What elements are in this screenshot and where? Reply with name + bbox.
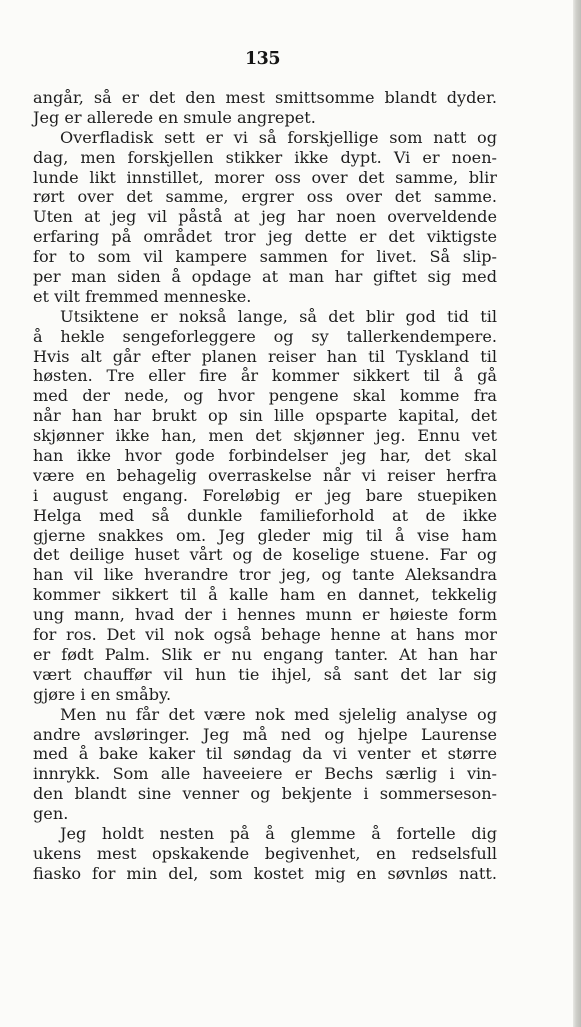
text-line: per man siden å opdage at man har giftet sig med [33,267,497,287]
text-line: kommer sikkert til å kalle ham en dannet, tekkelig [33,585,497,605]
text-line: dag, men forskjellen stikker ikke dypt. Vi er noen- [33,147,497,167]
text-line: angår, så er det den mest smittsomme blandt dyder. [33,88,497,107]
text-line: gjerne snakkes om. Jeg gleder mig til å vise ham [33,525,497,545]
text-line: Hvis alt går efter planen reiser han til Tyskland til [33,346,497,366]
text-line: ung mann, hvad der i hennes munn er høieste form [33,605,497,625]
text-line: å hekle sengeforleggere og sy tallerkendempere. [33,326,497,346]
text-line: lunde likt innstillet, morer oss over det samme, blir [33,167,497,187]
text-line: det deilige huset vårt og de koselige stuene. Far og [33,545,497,565]
text-line: gen. [33,804,69,824]
text-line: erfaring på området tror jeg dette er det viktigste [33,227,497,247]
text-line: den blandt sine venner og bekjente i sommerseson- [33,784,497,804]
text-line: Helga med så dunkle familieforhold at de ikke [33,505,497,525]
text-line: Jeg er allerede en smule angrepet. [33,107,316,127]
text-line: fiasko for min del, som kostet mig en søvnløs natt. [33,863,497,883]
body-text [33,88,497,884]
page-edge-shadow [573,0,581,1027]
text-line: han vil like hverandre tror jeg, og tante Aleksandra [33,565,497,585]
text-line: Men nu får det være nok med sjelelig analyse og [60,704,497,724]
text-line: er født Palm. Slik er nu engang tanter. At han har [33,644,497,664]
text-line: når han har brukt op sin lille opsparte kapital, det [33,406,497,426]
text-line: Uten at jeg vil påstå at jeg har noen overveldende [33,207,497,227]
text-line: ukens mest opskakende begivenhet, en redselsfull [33,843,497,863]
text-line: andre avsløringer. Jeg må ned og hjelpe Laurense [33,724,497,744]
text-line: høsten. Tre eller fire år kommer sikkert til å gå [33,366,497,386]
text-line: med å bake kaker til søndag da vi venter et større [33,744,497,764]
text-line: med der nede, og hvor pengene skal komme fra [33,386,497,406]
text-line: rørt over det samme, ergrer oss over det samme. [33,187,497,207]
text-line: Utsiktene er nokså lange, så det blir god tid til [60,306,497,326]
text-line: gjøre i en småby. [33,684,172,704]
text-line: han ikke hvor gode forbindelser jeg har, det skal [33,446,497,466]
text-line: for to som vil kampere sammen for livet. Så slip- [33,247,497,267]
text-line: i august engang. Foreløbig er jeg bare stuepiken [33,485,497,505]
text-line: være en behagelig overraskelse når vi reiser herfra [33,465,497,485]
text-line: innrykk. Som alle haveeiere er Bechs særlig i vin- [33,764,497,784]
text-line: for ros. Det vil nok også behage henne at hans mor [33,625,497,645]
text-line: Jeg holdt nesten på å glemme å fortelle dig [60,823,497,843]
page-number: 135 [244,49,281,69]
text-line: vært chauffør vil hun tie ihjel, så sant det lar sig [33,664,497,684]
text-line: et vilt fremmed menneske. [33,286,252,306]
text-line: Overfladisk sett er vi så forskjellige som natt og [60,127,497,147]
text-line: skjønner ikke han, men det skjønner jeg. Ennu vet [33,426,497,446]
